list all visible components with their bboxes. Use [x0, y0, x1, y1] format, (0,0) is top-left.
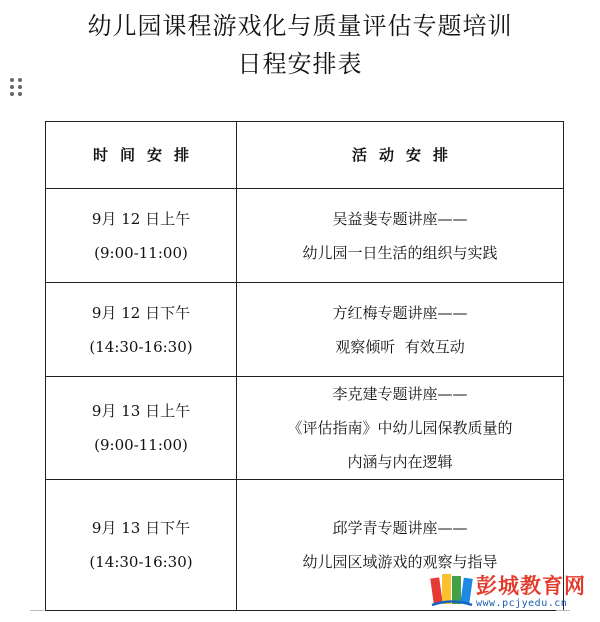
table-row: [46, 189, 564, 283]
books-logo-icon: [430, 568, 474, 608]
drag-handle-icon[interactable]: [10, 78, 22, 96]
time-range-text: (14:30-16:30): [89, 553, 193, 571]
watermark-url: www.pcjyedu.cn: [476, 598, 568, 609]
table-row: [46, 283, 564, 377]
date-text: 9月 13 日上午: [91, 402, 191, 420]
time-range-text: (9:00-11:00): [94, 436, 188, 454]
speaker-text: 邱学青专题讲座——: [332, 519, 468, 537]
time-cell: [46, 480, 237, 611]
header-time: 时间安排: [46, 122, 237, 189]
activity-cell: [237, 377, 564, 480]
topic-text-cont: 内涵与内在逻辑: [347, 453, 453, 471]
topic-text: 《评估指南》中幼儿园保教质量的: [287, 419, 513, 437]
watermark-name: 彭城教育网: [476, 574, 586, 598]
topic-text: 观察倾听 有效互动: [335, 337, 465, 356]
table-header-row: [46, 122, 564, 189]
header-activity: 活动安排: [237, 122, 564, 189]
date-text: 9月 12 日下午: [91, 303, 191, 322]
time-range-text: (9:00-11:00): [94, 243, 188, 262]
topic-text: 幼儿园一日生活的组织与实践: [302, 243, 498, 262]
document-subtitle: 日程安排表: [237, 50, 363, 78]
activity-cell: [237, 189, 564, 283]
speaker-text: 吴益斐专题讲座——: [332, 209, 468, 228]
schedule-table: [45, 121, 564, 611]
table-row: [46, 377, 564, 480]
date-text: 9月 12 日上午: [91, 209, 191, 228]
time-range-text: (14:30-16:30): [89, 337, 193, 356]
time-cell: [46, 189, 237, 283]
date-text: 9月 13 日下午: [91, 519, 191, 537]
topic-text: 幼儿园区域游戏的观察与指导: [302, 553, 498, 571]
time-cell: [46, 283, 237, 377]
watermark: [430, 568, 595, 618]
time-cell: [46, 377, 237, 480]
document-title: 幼儿园课程游戏化与质量评估专题培训: [87, 12, 513, 40]
speaker-text: 方红梅专题讲座——: [332, 303, 468, 322]
speaker-text: 李克建专题讲座——: [332, 385, 468, 403]
activity-cell: [237, 283, 564, 377]
page-corner-mark-left: [30, 610, 44, 617]
